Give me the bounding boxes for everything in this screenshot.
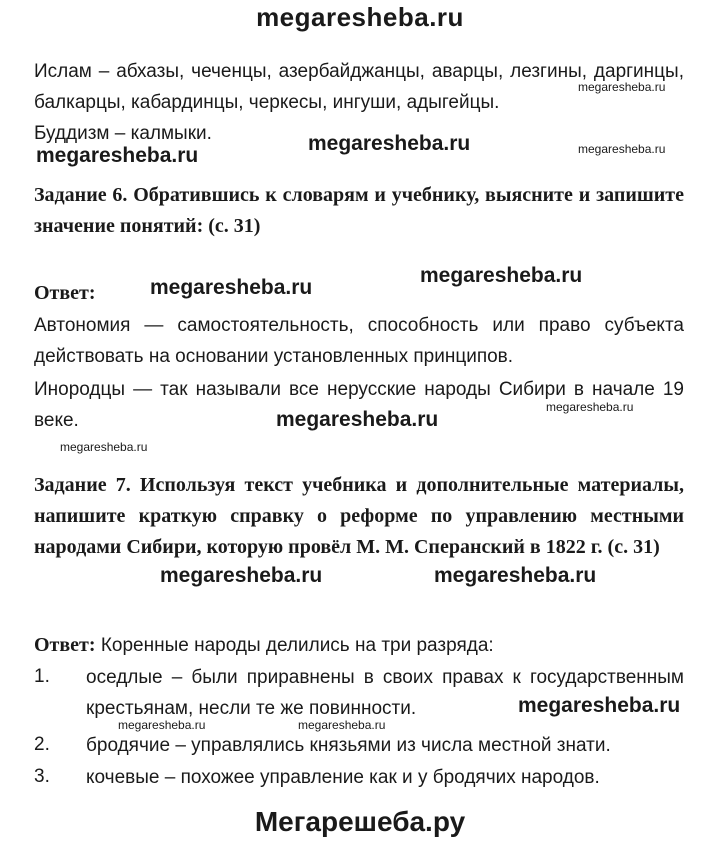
task-7-answer-intro: [34, 630, 684, 661]
task-6-answer-label: Ответ:: [34, 282, 96, 304]
watermark-small: megaresheba.ru: [298, 718, 386, 732]
site-footer: Мегарешеба.ру: [254, 806, 466, 837]
inorodtsy-definition: Инородцы — так называли все нерусские народы Сибири в начале 19 веке.: [34, 379, 684, 431]
watermark: megaresheba.ru: [420, 264, 583, 287]
watermark-small: megaresheba.ru: [546, 400, 634, 414]
list-item-3-text: кочевые – похожее управление как и у бродячих народов.: [86, 767, 600, 788]
watermark-small: megaresheba.ru: [60, 440, 148, 454]
list-item-1-number: 1.: [34, 666, 50, 687]
watermark: megaresheba.ru: [160, 564, 323, 587]
task-7-answer-label: Ответ:: [34, 634, 96, 656]
islam-paragraph: Ислам – абхазы, чеченцы, азербайджанцы, аварцы, лезгины, даргинцы, балкарцы, кабардинцы, черкесы, ингуши, адыгейцы.: [34, 61, 684, 113]
task-7-answer-text: Коренные народы делились на три разряда:: [95, 635, 494, 656]
list-item-2-text: бродячие – управлялись князьями из числа местной знати.: [86, 735, 611, 756]
watermark: megaresheba.ru: [276, 408, 439, 431]
watermark: megaresheba.ru: [36, 144, 199, 167]
watermark-small: megaresheba.ru: [118, 718, 206, 732]
task-7-title: Задание 7. Используя текст учебника и дополнительные материалы, напишите краткую справку о реформе по управлению местными народами Сибири, которую провёл М. М. Сперанский в 1822 г. (с. 31): [34, 474, 684, 558]
buddhism-paragraph: Буддизм – калмыки.: [34, 123, 212, 144]
watermark: megaresheba.ru: [434, 564, 597, 587]
watermark-small: megaresheba.ru: [578, 142, 666, 156]
watermark: megaresheba.ru: [308, 132, 471, 155]
watermark: megaresheba.ru: [150, 276, 313, 299]
list-item-2-number: 2.: [34, 734, 50, 755]
site-header: megaresheba.ru: [256, 2, 464, 32]
list-item-3-number: 3.: [34, 766, 50, 787]
list-item-1-text: оседлые – были приравнены в своих правах к государственным крестьянам, несли те же повинности.: [86, 667, 684, 719]
watermark-small: megaresheba.ru: [578, 80, 666, 94]
autonomy-definition: Автономия — самостоятельность, способность или право субъекта действовать на основании установленных принципов.: [34, 315, 684, 367]
task-6-title: Задание 6. Обратившись к словарям и учебнику, выясните и запишите значение понятий: (с. 31): [34, 184, 684, 237]
watermark: megaresheba.ru: [518, 694, 681, 717]
